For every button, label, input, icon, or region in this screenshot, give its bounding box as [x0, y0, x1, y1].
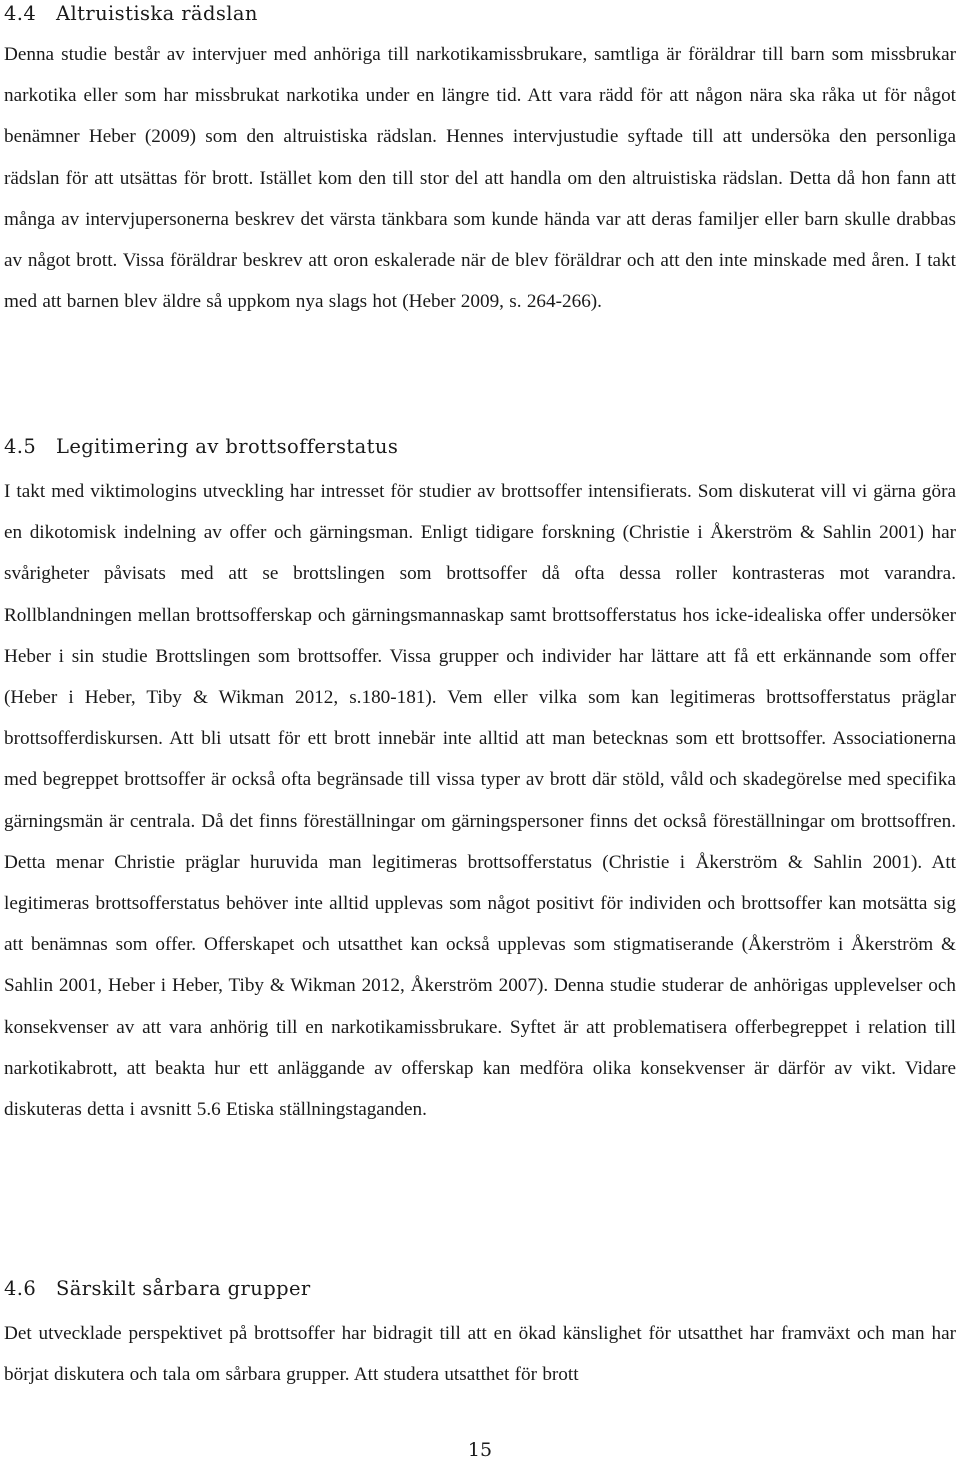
- section-altruistiska-radslan: [4, 0, 956, 322]
- section-title: Legitimering av brottsofferstatus: [56, 435, 399, 458]
- body-paragraph: I takt med viktimologins utveckling har intresset för studier av brottsoffer intensifierats. Som diskuterat vill vi gärna göra en dikotomisk indelning av offer och gärningsman. Enligt tidigare forskning (Christie i Åkerström & Sahlin 2001) har svårigheter påvisats med att se brottslingen som brottsoffer då ofta dessa roller kontrasteras mot varandra. Rollblandningen mellan brottsofferskap och gärningsmannaskap samt brottsofferstatus hos icke-idealiska offer undersöker Heber i sin studie Brottslingen som brottsoffer. Vissa grupper och individer har lättare att få ett erkännande som offer (Heber i Heber, Tiby & Wikman 2012, s.180-181). Vem eller vilka som kan legitimeras brottsofferstatus präglar brottsofferdiskursen. Att bli utsatt för ett brott innebär inte alltid att man betecknas som ett brottsoffer. Associationerna med begreppet brottsoffer är också ofta begränsade till vissa typer av brott där stöld, våld och skadegörelse med specifika gärningsmän är centrala. Då det finns föreställningar om gärningspersoner finns det också föreställningar om brottsoffren. Detta menar Christie präglar huruvida man legitimeras brottsofferstatus (Christie i Åkerström & Sahlin 2001). Att legitimeras brottsofferstatus behöver inte alltid upplevas som något positivt för individen och brottsoffer kan motsätta sig att benämnas som offer. Offerskapet och utsatthet kan också upplevas som stigmatiserande (Åkerström i Åkerström & Sahlin 2001, Heber i Heber, Tiby & Wikman 2012, Åkerström 2007). Denna studie studerar de anhörigas upplevelser och konsekvenser av att vara anhörig till en narkotikamissbrukare. Syftet är att problematisera offerbegreppet i relation till narkotikabrott, att beakta hur ett anläggande av offerskap kan medföra olika konsekvenser är därför av vikt. Vidare diskuteras detta i avsnitt 5.6 Etiska ställningstaganden.: [4, 481, 956, 1121]
- section-heading: [4, 1275, 956, 1303]
- section-title: Altruistiska rädslan: [56, 2, 258, 25]
- section-heading: [4, 0, 956, 28]
- section-legitimering-av-brottsofferstatus: [4, 433, 956, 1130]
- page-number: 15: [467, 1439, 493, 1461]
- body-paragraph: Det utvecklade perspektivet på brottsoffer har bidragit till att en ökad känslighet för utsatthet har framväxt och man har börjat diskutera och tala om sårbara grupper. Att studera utsatthet för brott: [4, 1323, 956, 1386]
- section-sarskilt-sarbara-grupper: [4, 1275, 956, 1395]
- section-heading: [4, 433, 956, 461]
- section-number: 4.5: [4, 435, 37, 458]
- section-title: Särskilt sårbara grupper: [56, 1277, 311, 1300]
- body-paragraph: Denna studie består av intervjuer med anhöriga till narkotikamissbrukare, samtliga är föräldrar till barn som missbrukar narkotika eller som har missbrukat narkotika under en längre tid. Att vara rädd för att någon nära ska råka ut för något benämner Heber (2009) som den altruistiska rädslan. Hennes intervjustudie syftade till att undersöka den personliga rädslan för att utsättas för brott. Istället kom den till stor del att handla om den altruistiska rädslan. Detta då hon fann att många av intervjupersonerna beskrev det värsta tänkbara som kunde hända var att deras familjer eller barn skulle drabbas av något brott. Vissa föräldrar beskrev att oron eskalerade när de blev föräldrar och att den inte minskade med åren. I takt med att barnen blev äldre så uppkom nya slags hot (Heber 2009, s. 264-266).: [4, 44, 956, 313]
- section-number: 4.4: [4, 2, 37, 25]
- section-number: 4.6: [4, 1277, 37, 1300]
